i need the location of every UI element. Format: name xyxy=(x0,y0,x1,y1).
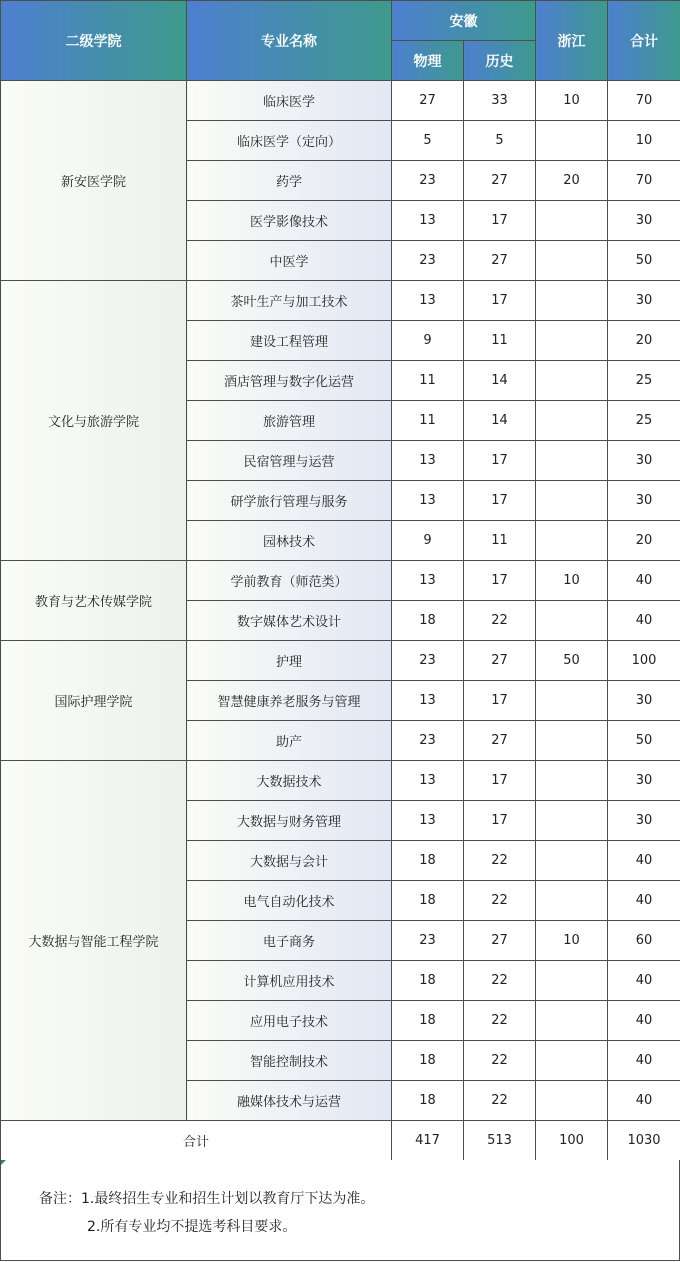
zhejiang-cell xyxy=(536,681,608,721)
physics-cell: 18 xyxy=(392,1081,464,1121)
physics-cell: 13 xyxy=(392,681,464,721)
physics-cell: 13 xyxy=(392,761,464,801)
history-cell: 27 xyxy=(464,721,536,761)
physics-cell: 23 xyxy=(392,641,464,681)
history-cell: 17 xyxy=(464,761,536,801)
header-zhejiang: 浙江 xyxy=(536,1,608,81)
header-total: 合计 xyxy=(608,1,680,81)
zhejiang-cell xyxy=(536,441,608,481)
zhejiang-cell xyxy=(536,1041,608,1081)
total-cell: 40 xyxy=(608,1001,680,1041)
physics-cell: 23 xyxy=(392,161,464,201)
history-cell: 17 xyxy=(464,561,536,601)
major-cell: 临床医学 xyxy=(187,81,392,121)
history-cell: 22 xyxy=(464,881,536,921)
zhejiang-cell xyxy=(536,1001,608,1041)
history-cell: 22 xyxy=(464,1041,536,1081)
major-cell: 研学旅行管理与服务 xyxy=(187,481,392,521)
note-line-1: 备注：1.最终招生专业和招生计划以教育厅下达为准。 xyxy=(39,1191,375,1207)
major-cell: 旅游管理 xyxy=(187,401,392,441)
physics-cell: 13 xyxy=(392,801,464,841)
total-cell: 60 xyxy=(608,921,680,961)
history-cell: 27 xyxy=(464,241,536,281)
total-cell: 50 xyxy=(608,721,680,761)
total-cell: 30 xyxy=(608,281,680,321)
college-cell: 国际护理学院 xyxy=(1,641,187,761)
zhejiang-cell xyxy=(536,521,608,561)
header-major: 专业名称 xyxy=(187,1,392,81)
history-cell: 22 xyxy=(464,961,536,1001)
total-cell: 25 xyxy=(608,361,680,401)
zhejiang-cell xyxy=(536,721,608,761)
history-cell: 11 xyxy=(464,321,536,361)
total-cell: 30 xyxy=(608,681,680,721)
physics-cell: 13 xyxy=(392,481,464,521)
totals-label: 合计 xyxy=(1,1121,392,1161)
note-line-2: 2.所有专业均不提选考科目要求。 xyxy=(87,1219,297,1235)
zhejiang-cell: 20 xyxy=(536,161,608,201)
physics-cell: 18 xyxy=(392,1001,464,1041)
physics-cell: 23 xyxy=(392,241,464,281)
major-cell: 大数据与会计 xyxy=(187,841,392,881)
physics-cell: 9 xyxy=(392,321,464,361)
total-cell: 25 xyxy=(608,401,680,441)
zhejiang-cell xyxy=(536,401,608,441)
history-cell: 17 xyxy=(464,441,536,481)
table-row xyxy=(1,81,680,121)
college-cell: 教育与艺术传媒学院 xyxy=(1,561,187,641)
college-cell: 新安医学院 xyxy=(1,81,187,281)
total-cell: 30 xyxy=(608,201,680,241)
major-cell: 应用电子技术 xyxy=(187,1001,392,1041)
total-cell: 30 xyxy=(608,801,680,841)
history-cell: 27 xyxy=(464,641,536,681)
zhejiang-cell: 10 xyxy=(536,921,608,961)
physics-cell: 27 xyxy=(392,81,464,121)
totals-row xyxy=(1,1121,680,1161)
total-cell: 40 xyxy=(608,601,680,641)
total-cell: 30 xyxy=(608,481,680,521)
major-cell: 学前教育（师范类） xyxy=(187,561,392,601)
header-history: 历史 xyxy=(464,41,536,81)
physics-cell: 23 xyxy=(392,921,464,961)
total-cell: 70 xyxy=(608,161,680,201)
history-cell: 11 xyxy=(464,521,536,561)
total-cell: 50 xyxy=(608,241,680,281)
zhejiang-cell: 10 xyxy=(536,81,608,121)
zhejiang-cell xyxy=(536,241,608,281)
history-cell: 14 xyxy=(464,401,536,441)
table-row xyxy=(1,561,680,601)
total-cell: 40 xyxy=(608,1081,680,1121)
history-cell: 27 xyxy=(464,161,536,201)
total-cell: 70 xyxy=(608,81,680,121)
college-cell: 大数据与智能工程学院 xyxy=(1,761,187,1121)
history-cell: 17 xyxy=(464,201,536,241)
physics-cell: 13 xyxy=(392,201,464,241)
zhejiang-cell xyxy=(536,801,608,841)
zhejiang-cell: 50 xyxy=(536,641,608,681)
total-cell: 30 xyxy=(608,761,680,801)
physics-cell: 18 xyxy=(392,601,464,641)
physics-cell: 18 xyxy=(392,841,464,881)
major-cell: 药学 xyxy=(187,161,392,201)
totals-total: 1030 xyxy=(608,1121,680,1161)
history-cell: 22 xyxy=(464,841,536,881)
major-cell: 建设工程管理 xyxy=(187,321,392,361)
major-cell: 临床医学（定向） xyxy=(187,121,392,161)
table-row xyxy=(1,281,680,321)
major-cell: 助产 xyxy=(187,721,392,761)
physics-cell: 5 xyxy=(392,121,464,161)
total-cell: 100 xyxy=(608,641,680,681)
major-cell: 大数据技术 xyxy=(187,761,392,801)
major-cell: 民宿管理与运营 xyxy=(187,441,392,481)
header-physics: 物理 xyxy=(392,41,464,81)
total-cell: 40 xyxy=(608,561,680,601)
header-college: 二级学院 xyxy=(1,1,187,81)
zhejiang-cell xyxy=(536,881,608,921)
major-cell: 数字媒体艺术设计 xyxy=(187,601,392,641)
zhejiang-cell xyxy=(536,201,608,241)
totals-physics: 417 xyxy=(392,1121,464,1161)
zhejiang-cell xyxy=(536,281,608,321)
corner-marker xyxy=(1,1160,6,1165)
major-cell: 智慧健康养老服务与管理 xyxy=(187,681,392,721)
history-cell: 17 xyxy=(464,681,536,721)
physics-cell: 23 xyxy=(392,721,464,761)
history-cell: 14 xyxy=(464,361,536,401)
physics-cell: 11 xyxy=(392,361,464,401)
total-cell: 40 xyxy=(608,841,680,881)
history-cell: 17 xyxy=(464,281,536,321)
total-cell: 10 xyxy=(608,121,680,161)
zhejiang-cell xyxy=(536,961,608,1001)
major-cell: 医学影像技术 xyxy=(187,201,392,241)
total-cell: 40 xyxy=(608,881,680,921)
totals-history: 513 xyxy=(464,1121,536,1161)
physics-cell: 18 xyxy=(392,961,464,1001)
major-cell: 园林技术 xyxy=(187,521,392,561)
college-cell: 文化与旅游学院 xyxy=(1,281,187,561)
history-cell: 22 xyxy=(464,601,536,641)
zhejiang-cell xyxy=(536,321,608,361)
table-row xyxy=(1,761,680,801)
physics-cell: 11 xyxy=(392,401,464,441)
major-cell: 融媒体技术与运营 xyxy=(187,1081,392,1121)
zhejiang-cell xyxy=(536,761,608,801)
major-cell: 大数据与财务管理 xyxy=(187,801,392,841)
major-cell: 中医学 xyxy=(187,241,392,281)
table-body xyxy=(1,81,680,1121)
major-cell: 茶叶生产与加工技术 xyxy=(187,281,392,321)
major-cell: 护理 xyxy=(187,641,392,681)
total-cell: 40 xyxy=(608,961,680,1001)
zhejiang-cell xyxy=(536,121,608,161)
history-cell: 17 xyxy=(464,801,536,841)
history-cell: 27 xyxy=(464,921,536,961)
totals-zhejiang: 100 xyxy=(536,1121,608,1161)
physics-cell: 18 xyxy=(392,1041,464,1081)
total-cell: 30 xyxy=(608,441,680,481)
total-cell: 40 xyxy=(608,1041,680,1081)
major-cell: 电气自动化技术 xyxy=(187,881,392,921)
physics-cell: 13 xyxy=(392,441,464,481)
major-cell: 酒店管理与数字化运营 xyxy=(187,361,392,401)
physics-cell: 9 xyxy=(392,521,464,561)
history-cell: 22 xyxy=(464,1001,536,1041)
zhejiang-cell: 10 xyxy=(536,561,608,601)
major-cell: 电子商务 xyxy=(187,921,392,961)
zhejiang-cell xyxy=(536,601,608,641)
history-cell: 5 xyxy=(464,121,536,161)
zhejiang-cell xyxy=(536,481,608,521)
physics-cell: 18 xyxy=(392,881,464,921)
header-anhui: 安徽 xyxy=(392,1,536,41)
notes-box xyxy=(0,1160,680,1261)
table-row xyxy=(1,641,680,681)
major-cell: 智能控制技术 xyxy=(187,1041,392,1081)
total-cell: 20 xyxy=(608,321,680,361)
total-cell: 20 xyxy=(608,521,680,561)
physics-cell: 13 xyxy=(392,281,464,321)
zhejiang-cell xyxy=(536,361,608,401)
zhejiang-cell xyxy=(536,1081,608,1121)
physics-cell: 13 xyxy=(392,561,464,601)
zhejiang-cell xyxy=(536,841,608,881)
major-cell: 计算机应用技术 xyxy=(187,961,392,1001)
history-cell: 17 xyxy=(464,481,536,521)
history-cell: 33 xyxy=(464,81,536,121)
history-cell: 22 xyxy=(464,1081,536,1121)
